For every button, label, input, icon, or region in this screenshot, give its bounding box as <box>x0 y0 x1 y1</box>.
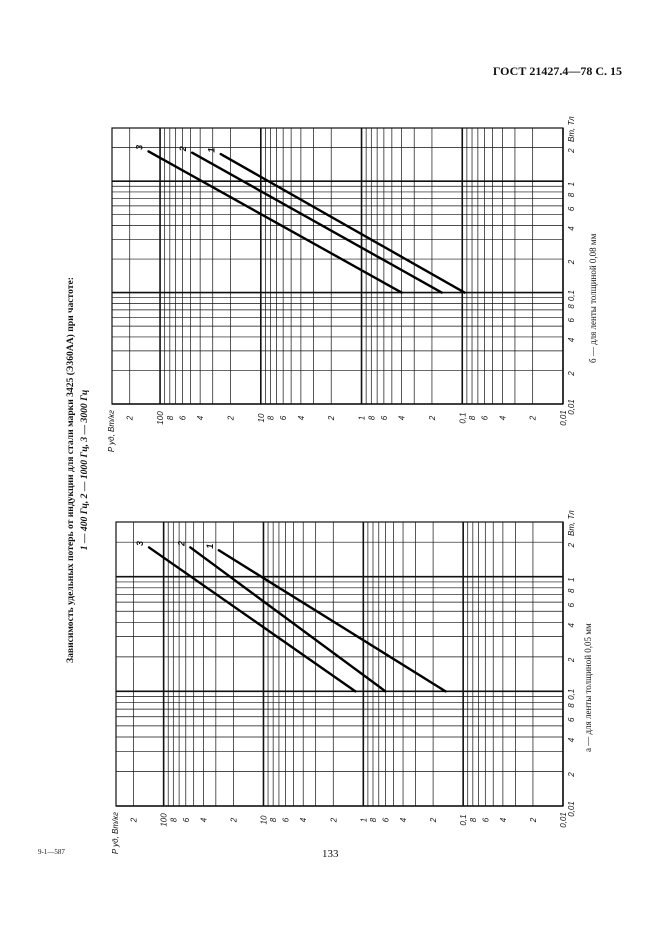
chart-b-tick-label-p: 8 <box>367 415 377 421</box>
caption-line-1: Зависимость удельных потерь от индукции для стали марки 3425 (Э360АА) при частоте: <box>65 277 76 663</box>
chart-b-tick-label-p: 4 <box>296 415 306 421</box>
chart-a-tick-label-b: 0,01 <box>567 801 576 817</box>
chart-a-tick-label-b: 8 <box>567 588 576 594</box>
chart-a-tick-label-b: 2 <box>567 772 576 777</box>
chart-a-tick-label-b: 8 <box>567 703 576 708</box>
chart-b-tick-label-p: 2 <box>226 415 236 421</box>
chart-b-tick-label-p: 6 <box>379 415 389 421</box>
chart-a-tick-label-p: 4 <box>498 817 508 823</box>
chart-a-series-2 <box>190 547 385 691</box>
chart-b-tick-label-p: 8 <box>468 415 478 421</box>
chart-a-caption: а — для ленты толщиной 0,05 мм <box>583 623 593 752</box>
chart-b-caption: б — для ленты толщиной 0,08 мм <box>588 233 598 363</box>
chart-b-tick-label-b: 4 <box>567 226 576 231</box>
chart-b-tick-label-p: 1 <box>357 415 367 421</box>
chart-a-tick-label-p: 2 <box>429 817 439 823</box>
chart-b-series-label-1: 1 <box>206 147 217 153</box>
chart-a-ylabel: P уд, Вт/кг <box>111 812 120 855</box>
chart-a-tick-label-p: 10 <box>259 815 269 825</box>
page-number: 133 <box>322 848 339 860</box>
chart-a-tick-label-p: 8 <box>368 817 378 823</box>
chart-a-tick-label-p: 2 <box>329 817 339 823</box>
chart-b-ylabel: P уд, Вт/кг <box>107 410 116 453</box>
chart-b-tick-label-p: 4 <box>498 415 508 421</box>
chart-a-tick-label-b: 0,1 <box>567 688 576 700</box>
chart-a-tick-label-b: 6 <box>567 602 576 608</box>
chart-a-tick-label-b: 6 <box>567 717 576 723</box>
chart-a-tick-label-b: 4 <box>567 623 576 628</box>
chart-b-tick-label-b: 4 <box>567 337 576 343</box>
chart-b-series-label-3: 3 <box>134 144 145 150</box>
chart-b-tick-label-p: 0,01 <box>559 410 568 426</box>
chart-a-tick-label-p: 4 <box>199 817 209 823</box>
chart-a-tick-label-p: 8 <box>269 817 279 823</box>
chart-b-tick-label-b: 8 <box>567 192 576 198</box>
chart-a-series-label-1: 1 <box>204 543 215 549</box>
chart-a-tick-label-b: 1 <box>567 577 576 582</box>
chart-a-tick-label-p: 0,1 <box>459 814 469 826</box>
chart-b-tick-label-b: 1 <box>567 181 576 187</box>
chart-a-tick-label-p: 0,01 <box>559 812 568 828</box>
chart-b-series-label-2: 2 <box>178 146 189 152</box>
chart-b-tick-label-p: 6 <box>480 415 490 421</box>
footer-code: 9-1—587 <box>38 848 65 856</box>
chart-b-tick-label-b: 8 <box>567 304 576 309</box>
chart-b-tick-label-p: 2 <box>427 415 437 421</box>
chart-a-tick-label-p: 6 <box>481 817 491 823</box>
chart-a-tick-label-p: 2 <box>129 817 139 823</box>
chart-b-tick-label-b: 2 <box>567 371 576 376</box>
chart-b-tick-label-b: 0,1 <box>567 290 576 302</box>
chart-a-tick-label-p: 2 <box>528 817 538 823</box>
chart-a-tick-label-p: 100 <box>159 813 169 827</box>
chart-b-tick-label-b: 6 <box>567 318 576 323</box>
chart-a-tick-label-p: 8 <box>468 817 478 823</box>
chart-a-series-3 <box>149 547 355 691</box>
chart-a-tick-label-p: 6 <box>181 817 191 823</box>
chart-b-tick-label-b: 2 <box>567 148 576 153</box>
page-header: ГОСТ 21427.4—78 С. 15 <box>492 64 622 78</box>
chart-b-tick-label-p: 4 <box>196 415 206 421</box>
chart-b-tick-label-p: 6 <box>178 415 188 421</box>
chart-b-tick-label-p: 8 <box>266 415 276 421</box>
chart-a-series-label-3: 3 <box>135 540 146 546</box>
chart-a-tick-label-p: 6 <box>381 817 391 823</box>
caption-line-2: 1 — 400 Гц, 2 — 1000 Гц, 3 — 3000 Гц <box>79 389 90 551</box>
chart-a-tick-label-b: 4 <box>567 737 576 743</box>
chart-a-series-label-2: 2 <box>176 540 187 546</box>
chart-b-tick-label-p: 2 <box>528 415 538 421</box>
chart-b-tick-label-p: 2 <box>125 415 135 421</box>
chart-b-tick-label-p: 6 <box>279 415 289 421</box>
chart-b-tick-label-b: 6 <box>567 206 576 212</box>
chart-a-xlabel: Bm, Тл <box>567 510 576 536</box>
chart-a-tick-label-p: 8 <box>169 817 179 823</box>
chart-b-tick-label-p: 2 <box>327 415 337 421</box>
chart-a-tick-label-b: 2 <box>567 542 576 548</box>
chart-b-tick-label-p: 4 <box>397 415 407 421</box>
chart-b-tick-label-p: 8 <box>165 415 175 421</box>
chart-b-tick-label-b: 2 <box>567 259 576 265</box>
chart-a-tick-label-p: 1 <box>359 817 369 823</box>
chart-a-tick-label-p: 4 <box>399 817 409 823</box>
chart-a-frame <box>116 522 563 806</box>
chart-b-tick-label-p: 10 <box>256 413 266 423</box>
chart-a-tick-label-p: 2 <box>229 817 239 823</box>
chart-a-tick-label-b: 2 <box>567 657 576 663</box>
chart-a-tick-label-p: 6 <box>281 817 291 823</box>
chart-b-xlabel: Bm, Тл <box>567 116 576 142</box>
chart-b-tick-label-b: 0,01 <box>567 399 576 415</box>
chart-a-tick-label-p: 4 <box>299 817 309 823</box>
chart-b-tick-label-p: 0,1 <box>458 412 468 424</box>
chart-b-tick-label-p: 100 <box>156 411 166 425</box>
